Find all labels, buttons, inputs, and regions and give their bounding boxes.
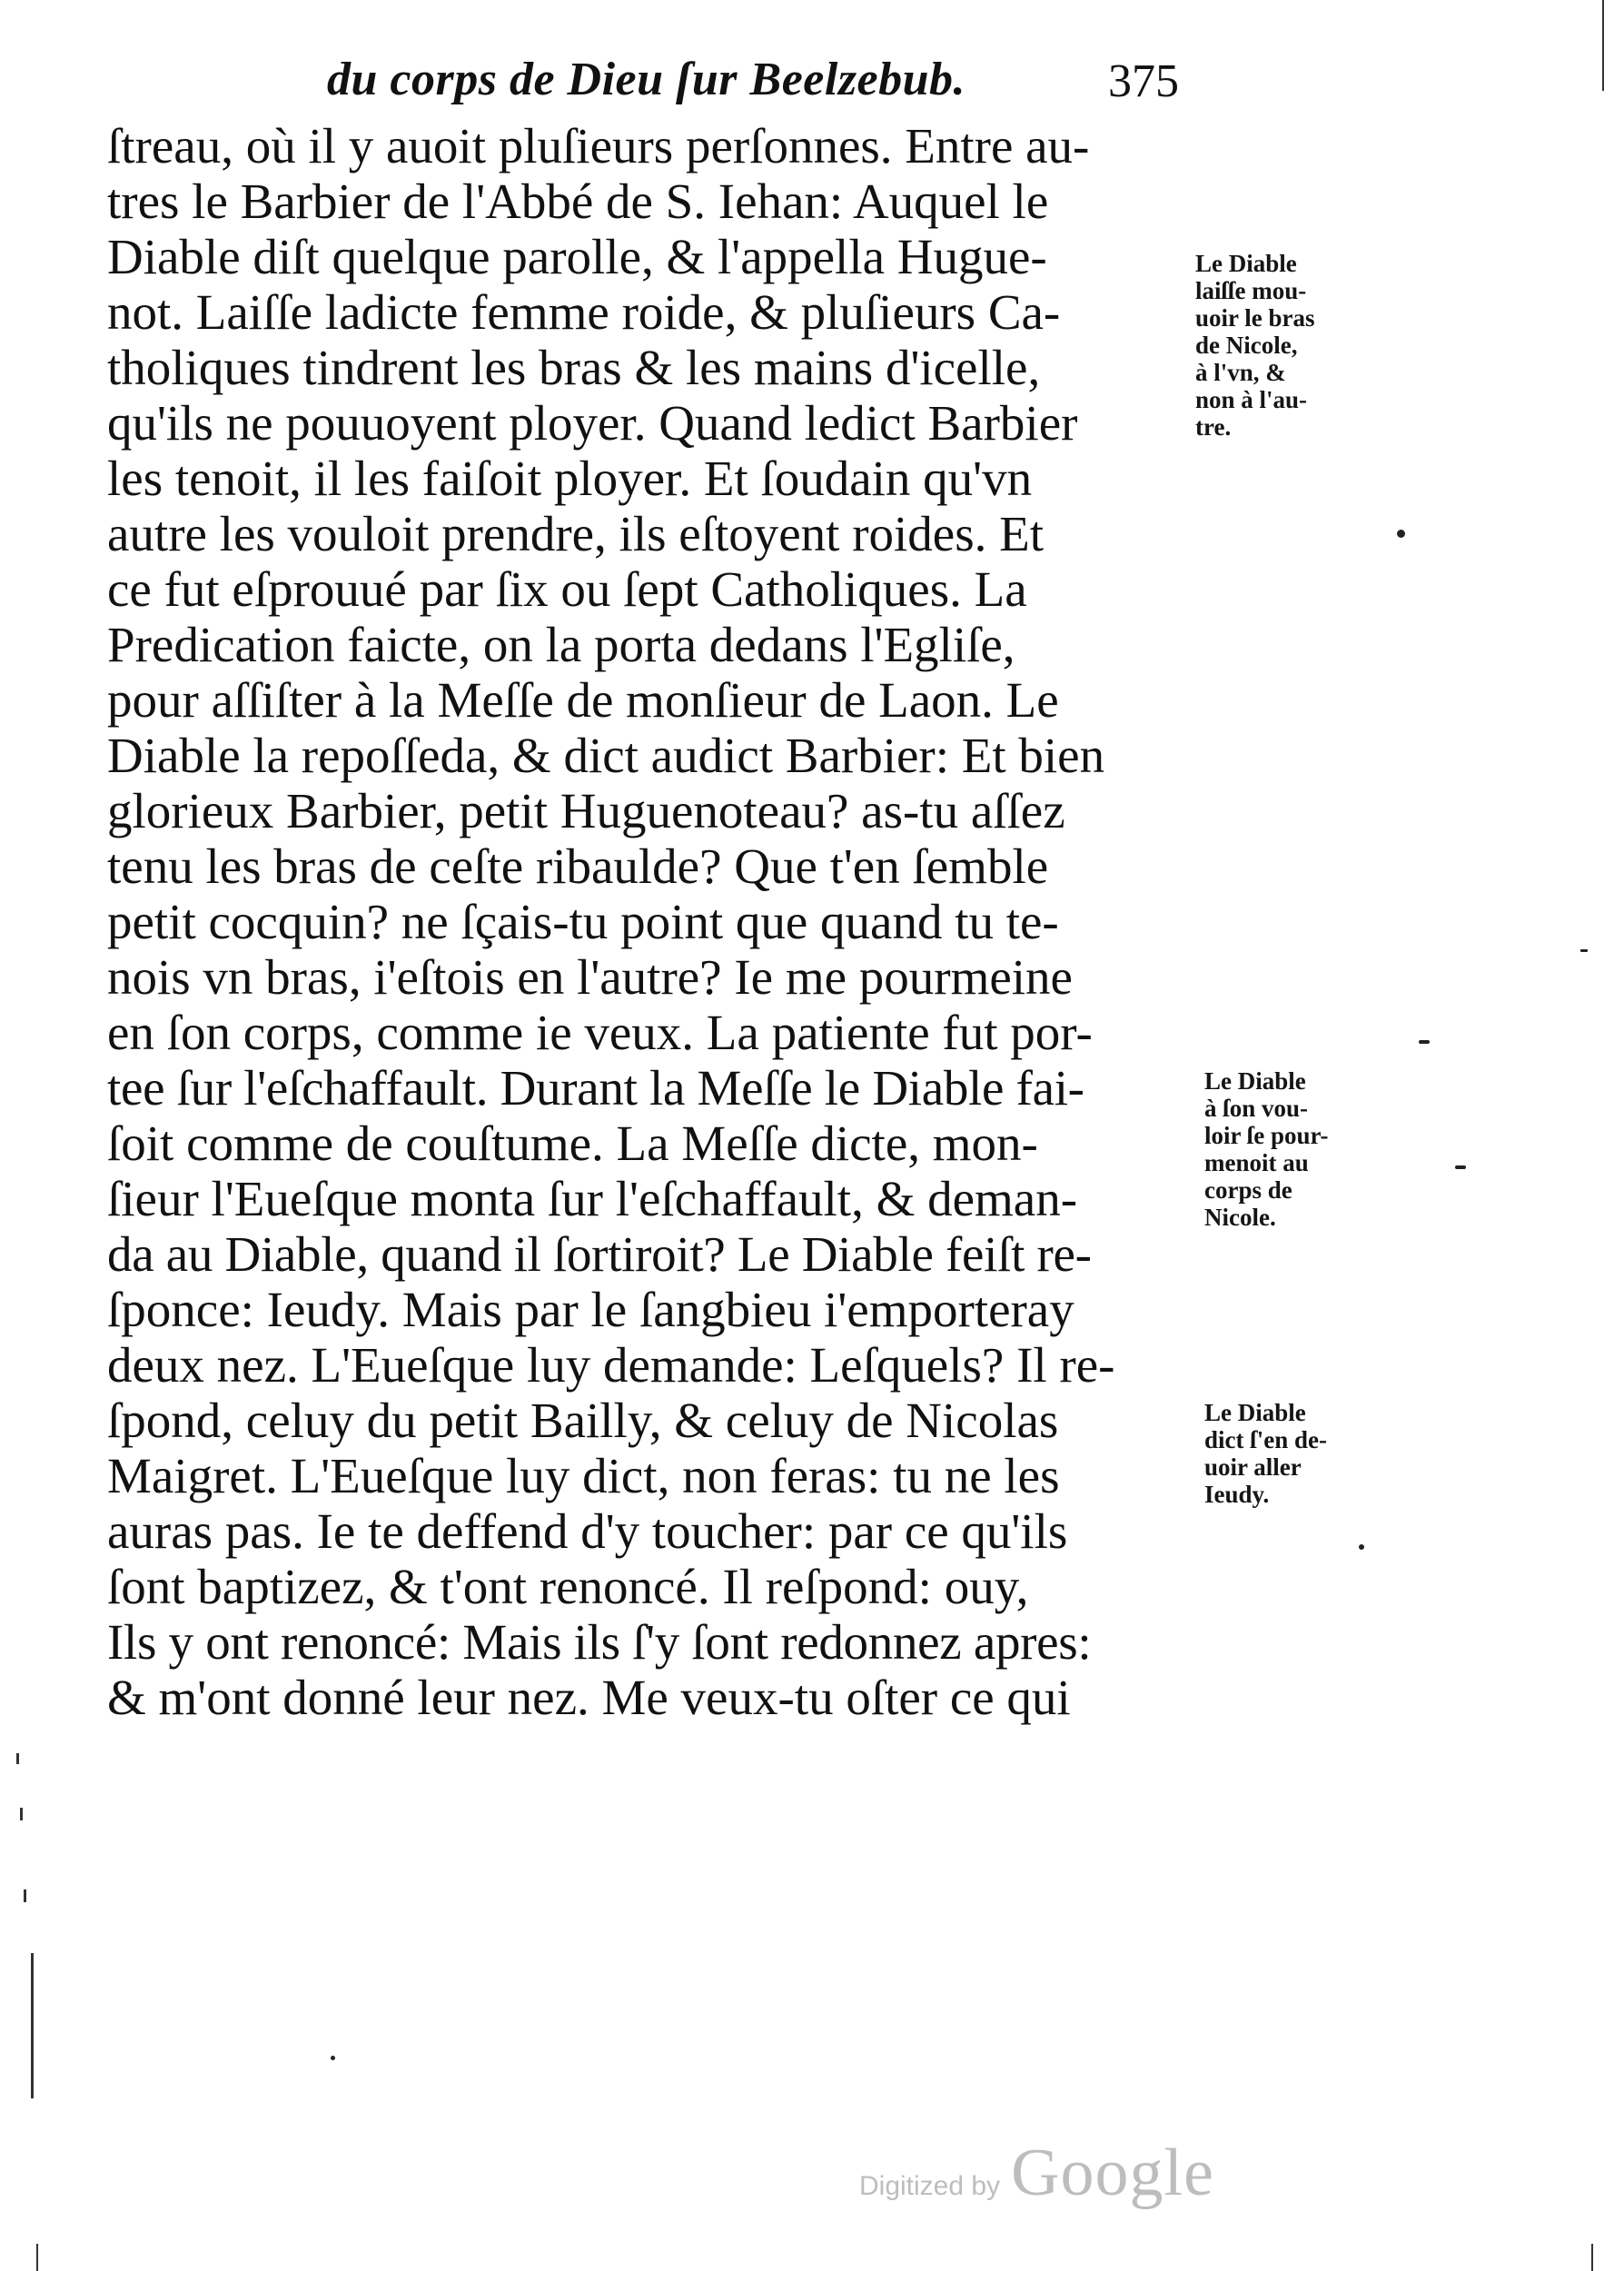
scan-speck (1580, 949, 1588, 952)
margin-note-line: non à l'au- (1195, 386, 1308, 413)
text-line: Maigret. L'Eueſque luy dict, non feras: tu ne les (107, 1448, 1060, 1503)
margin-note (1204, 1399, 1386, 1508)
running-title: du corps de Dieu ſur Beelzebub. (327, 54, 966, 105)
margin-note-line: à ſon vou- (1204, 1095, 1309, 1122)
margin-note-line: de Nicole, (1195, 332, 1298, 359)
margin-note-line: menoit au (1204, 1149, 1309, 1176)
text-line: tenu les bras de ceſte ribaulde? Que t'en ſemble (107, 838, 1049, 894)
margin-note-line: à l'vn, & (1195, 359, 1286, 386)
scan-speck (331, 2056, 335, 2060)
text-line: ſont baptizez, & t'ont renoncé. Il reſpond: ouy, (107, 1559, 1029, 1614)
text-line: ſpond, celuy du petit Bailly, & celuy de Nicolas (107, 1393, 1059, 1448)
text-line: ſieur l'Eueſque monta ſur l'eſchaffault, & deman- (107, 1171, 1078, 1226)
text-line: autre les vouloit prendre, ils eſtoyent roides. Et (107, 506, 1044, 561)
text-line: ſponce: Ieudy. Mais par le ſangbieu i'emporteray (107, 1282, 1074, 1337)
page-edge-line (20, 1808, 23, 1820)
margin-note (1204, 1067, 1386, 1231)
scan-speck (1419, 1040, 1430, 1044)
margin-note-line: Ieudy. (1204, 1481, 1270, 1508)
margin-note-line: dict ſ'en de- (1204, 1426, 1327, 1453)
text-line: en ſon corps, comme ie veux. La patiente fut por- (107, 1005, 1093, 1060)
margin-note-line: laiſſe mou- (1195, 277, 1307, 304)
text-line: Diable la repoſſeda, & dict audict Barbier: Et bien (107, 728, 1105, 783)
margin-note-line: uoir aller (1204, 1453, 1302, 1481)
page-edge-line (31, 1953, 34, 2098)
text-line: pour aſſiſter à la Meſſe de monſieur de Laon. Le (107, 672, 1059, 728)
scan-speck (1397, 530, 1405, 538)
page-edge-line (1591, 2244, 1593, 2271)
text-line: tholiques tindrent les bras & les mains d'icelle, (107, 340, 1041, 395)
page-edge-line (16, 1753, 19, 1764)
text-line: tee ſur l'eſchaffault. Durant la Meſſe le Diable fai- (107, 1060, 1084, 1116)
google-logo: Google (1011, 2136, 1214, 2210)
digitized-watermark (859, 2135, 1214, 2212)
text-line: qu'ils ne pouuoyent ployer. Quand ledict Barbier (107, 395, 1078, 451)
margin-note-line: Nicole. (1204, 1204, 1276, 1231)
text-line: nois vn bras, i'eſtois en l'autre? Ie me pourmeine (107, 949, 1073, 1005)
margin-note-line: Le Diable (1204, 1067, 1306, 1095)
margin-note-line: Le Diable (1195, 250, 1297, 277)
text-line: deux nez. L'Eueſque luy demande: Leſquels? Il re- (107, 1337, 1115, 1393)
watermark-label: Digitized by (859, 2171, 1001, 2201)
page-edge-line (36, 2244, 38, 2271)
margin-note-line: Le Diable (1204, 1399, 1306, 1426)
margin-note-line: corps de (1204, 1176, 1292, 1204)
text-line: petit cocquin? ne ſçais-tu point que quand tu te- (107, 894, 1059, 949)
text-line: glorieux Barbier, petit Huguenoteau? as-tu aſſez (107, 783, 1065, 838)
text-line: auras pas. Ie te deffend d'y toucher: par ce qu'ils (107, 1503, 1068, 1559)
page-number: 375 (1108, 55, 1179, 107)
text-line: tres le Barbier de l'Abbé de S. Iehan: Auquel le (107, 174, 1049, 229)
running-head (309, 53, 1208, 116)
margin-note-line: loir ſe pour- (1204, 1122, 1329, 1149)
page-edge-line (24, 1889, 26, 1902)
margin-note-line: uoir le bras (1195, 304, 1315, 332)
text-line: da au Diable, quand il ſortiroit? Le Diable feiſt re- (107, 1226, 1092, 1282)
text-line: not. Laiſſe ladicte femme roide, & pluſieurs Ca- (107, 284, 1061, 340)
text-line: Predication faicte, on la porta dedans l'Egliſe, (107, 617, 1015, 672)
text-line: Ils y ont renoncé: Mais ils ſ'y ſont redonnez apres: (107, 1614, 1092, 1670)
body-text (107, 118, 1206, 1725)
page-edge-line (1602, 0, 1604, 91)
margin-note-line: tre. (1195, 413, 1232, 441)
margin-note (1195, 250, 1377, 441)
text-line: les tenoit, il les faiſoit ployer. Et ſoudain qu'vn (107, 451, 1033, 506)
text-line: Diable diſt quelque parolle, & l'appella Hugue- (107, 229, 1047, 284)
scan-speck (1455, 1165, 1466, 1169)
text-line: ſtreau, où il y auoit pluſieurs perſonnes. Entre au- (107, 118, 1090, 174)
text-line: ſoit comme de couſtume. La Meſſe dicte, mon- (107, 1116, 1038, 1171)
text-line: & m'ont donné leur nez. Me veux-tu oſter ce qui (107, 1670, 1071, 1725)
text-line: ce fut eſprouué par ſix ou ſept Catholiques. La (107, 561, 1027, 617)
scan-speck (1359, 1544, 1364, 1550)
